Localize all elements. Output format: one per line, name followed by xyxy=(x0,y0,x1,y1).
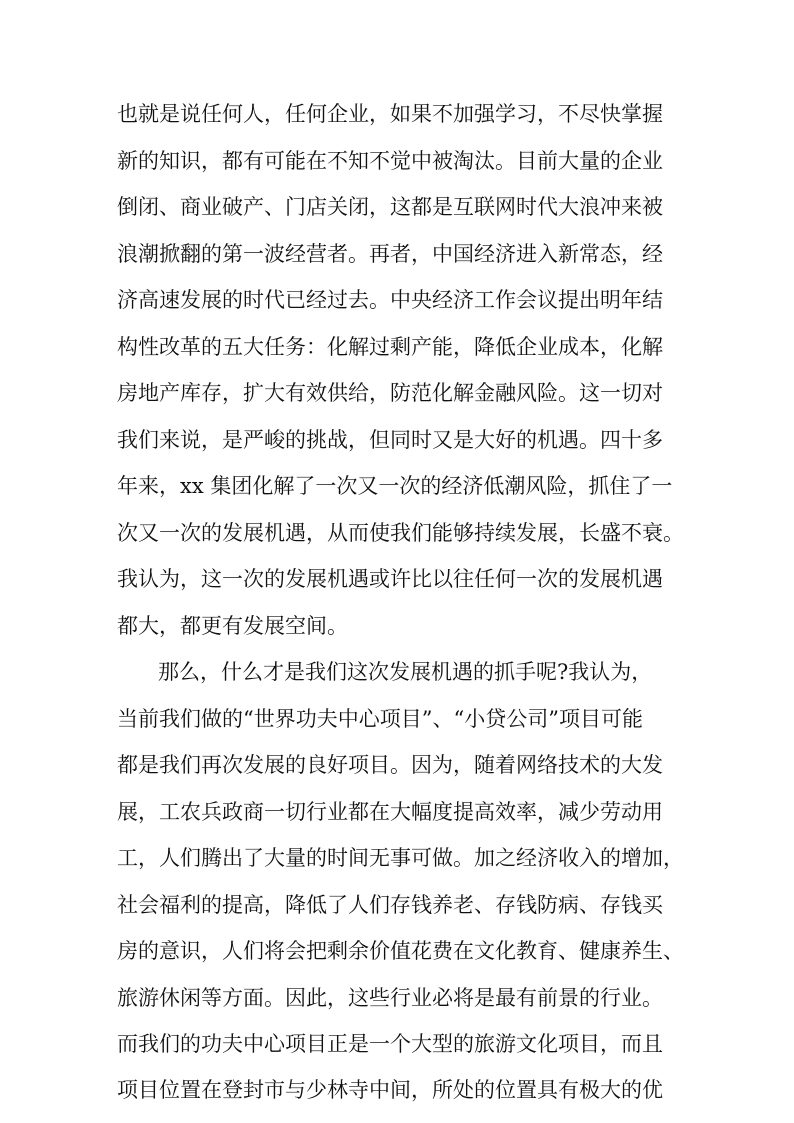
text-line: 倒闭、商业破产、门店关闭，这都是互联网时代大浪冲来被 xyxy=(117,195,663,219)
text-line: 构性改革的五大任务：化解过剩产能，降低企业成本，化解 xyxy=(117,335,663,359)
text-line: 也就是说任何人，任何企业，如果不加强学习，不尽快掌握 xyxy=(117,102,663,126)
text-line: 展，工农兵政商一切行业都在大幅度提高效率，减少劳动用 xyxy=(117,800,663,824)
text-line: 新的知识，都有可能在不知不觉中被淘汰。目前大量的企业 xyxy=(117,149,663,173)
text-line: 年来，xx 集团化解了一次又一次的经济低潮风险，抓住了一 xyxy=(117,474,673,498)
text-line: 当前我们做的“世界功夫中心项目”、“小贷公司”项目可能 xyxy=(117,707,643,731)
text-line: 而我们的功夫中心项目正是一个大型的旅游文化项目，而且 xyxy=(117,1032,663,1056)
text-line: 工，人们腾出了大量的时间无事可做。加之经济收入的增加， xyxy=(117,846,684,870)
text-line: 项目位置在登封市与少林寺中间，所处的位置具有极大的优 xyxy=(117,1078,663,1102)
text-line: 房的意识，人们将会把剩余价值花费在文化教育、健康养生、 xyxy=(117,939,684,963)
text-line: 都大，都更有发展空间。 xyxy=(117,614,348,638)
text-line: 旅游休闲等方面。因此，这些行业必将是最有前景的行业。 xyxy=(117,986,663,1010)
text-line: 次又一次的发展机遇，从而使我们能够持续发展，长盛不衰。 xyxy=(117,521,684,545)
text-line: 都是我们再次发展的良好项目。因为，随着网络技术的大发 xyxy=(117,753,663,777)
text-line: 济高速发展的时代已经过去。中央经济工作会议提出明年结 xyxy=(117,288,663,312)
text-line: 房地产库存，扩大有效供给，防范化解金融风险。这一切对 xyxy=(117,381,663,405)
text-line: 我们来说，是严峻的挑战，但同时又是大好的机遇。四十多 xyxy=(117,428,663,452)
text-line: 我认为，这一次的发展机遇或许比以往任何一次的发展机遇 xyxy=(117,567,663,591)
paragraph-first-line: 那么，什么才是我们这次发展机遇的抓手呢?我认为， xyxy=(158,660,653,684)
text-line: 社会福利的提高，降低了人们存钱养老、存钱防病、存钱买 xyxy=(117,893,663,917)
text-line: 浪潮掀翻的第一波经营者。再者，中国经济进入新常态，经 xyxy=(117,242,663,266)
